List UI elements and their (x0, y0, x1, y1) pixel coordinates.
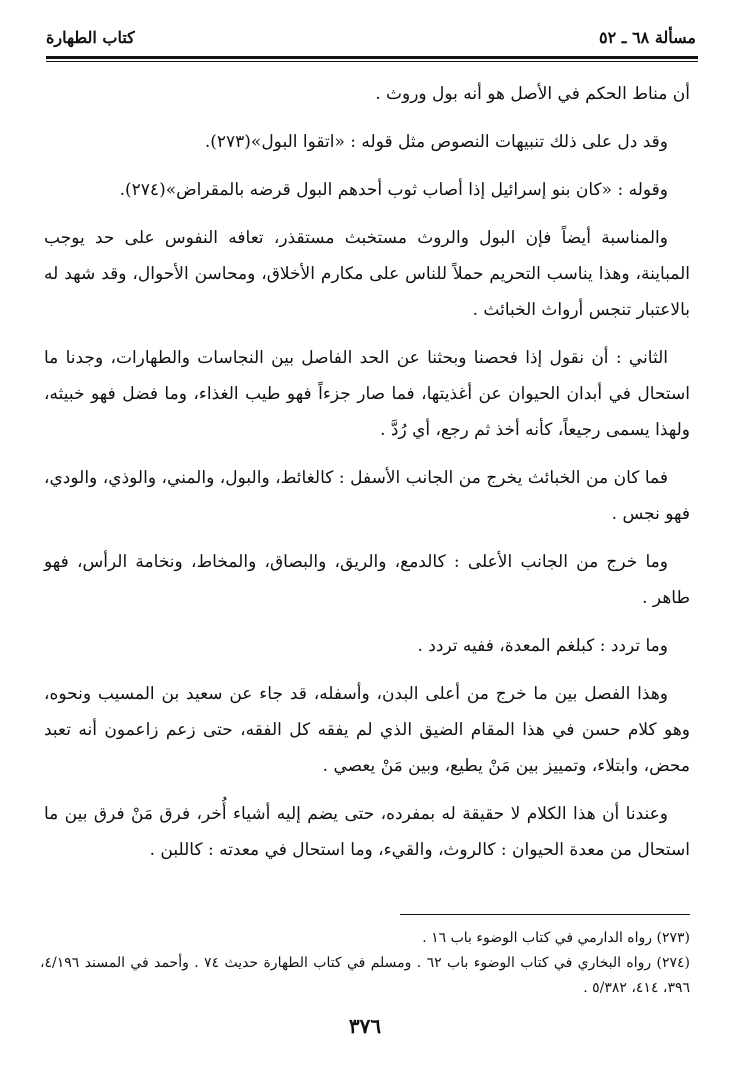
running-header (46, 28, 696, 54)
paragraph: فما كان من الخبائث يخرج من الجانب الأسفل : كالغائط، والبول، والمني، والوذي، والودي، فهو نجس . (44, 468, 690, 524)
paragraph: الثاني : أن نقول إذا فحصنا وبحثنا عن الحد الفاصل بين النجاسات والطهارات، وجدنا ما استحال في أبدان الحيوان عن أغذيتها، فما صار جزءاً فهو طيب الغذاء، وما فضل فهو خبيثه، ولهذا يسمى رجيعاً، كأنه أخذ ثم رجع، أي رُدَّ . (44, 348, 690, 440)
header-rule-thin (46, 61, 698, 62)
paragraph: وقد دل على ذلك تنبيهات النصوص مثل قوله : «اتقوا البول»(٢٧٣). (204, 132, 668, 152)
paragraph: أن مناط الحكم في الأصل هو أنه بول وروث . (375, 84, 690, 104)
page-number: ٣٧٦ (348, 1014, 382, 1038)
footnotes (40, 926, 690, 1001)
paragraph: وعندنا أن هذا الكلام لا حقيقة له بمفرده، حتى يضم إليه أشياء أُخر، فرق مَنْ فرق بين ما استحال من معدة الحيوان : كالروث، والقيء، وما استحال في معدته : كاللبن . (44, 804, 690, 860)
paragraph: وما خرج من الجانب الأعلى : كالدمع، والريق، والبصاق، والمخاط، ونخامة الرأس، فهو طاهر . (44, 552, 690, 608)
header-book-title: كتاب الطهارة (46, 28, 135, 47)
footnote-item: (٢٧٣) رواه الدارمي في كتاب الوضوء باب ١٦ . (422, 930, 690, 946)
main-text (44, 76, 690, 880)
footnote-item: (٢٧٤) رواه البخاري في كتاب الوضوء باب ٦٢ . ومسلم في كتاب الطهارة حديث ٧٤ . وأحمد في المسند ٤/١٩٦، ٣٩٦، ٤١٤، ٥/٣٨٢ . (40, 955, 691, 996)
header-rule-thick (46, 56, 698, 59)
paragraph: وقوله : «كان بنو إسرائيل إذا أصاب ثوب أحدهم البول قرضه بالمقراض»(٢٧٤). (119, 180, 668, 200)
footnote-divider (400, 914, 690, 915)
paragraph: والمناسبة أيضاً فإن البول والروث مستخبث مستقذر، تعافه النفوس على حد يوجب المباينة، وهذا يناسب التحريم حملاً للناس على مكارم الأخلاق، ومحاسن الأحوال، وقد شهد له بالاعتبار تنجس أرواث الخبائث . (44, 228, 690, 320)
paragraph: وما تردد : كبلغم المعدة، ففيه تردد . (417, 636, 668, 656)
paragraph: وهذا الفصل بين ما خرج من أعلى البدن، وأسفله، قد جاء عن سعيد بن المسيب ونحوه، وهو كلام حسن في هذا المقام الضيق الذي لم يفقه كل الفقه، حتى زعم زاعمون أنه تعبد محض، وابتلاء، وتمييز بين مَنْ يطيع، وبين مَنْ يعصي . (44, 684, 690, 776)
header-issue-number: مسألة ٦٨ ـ ٥٢ (599, 28, 696, 47)
